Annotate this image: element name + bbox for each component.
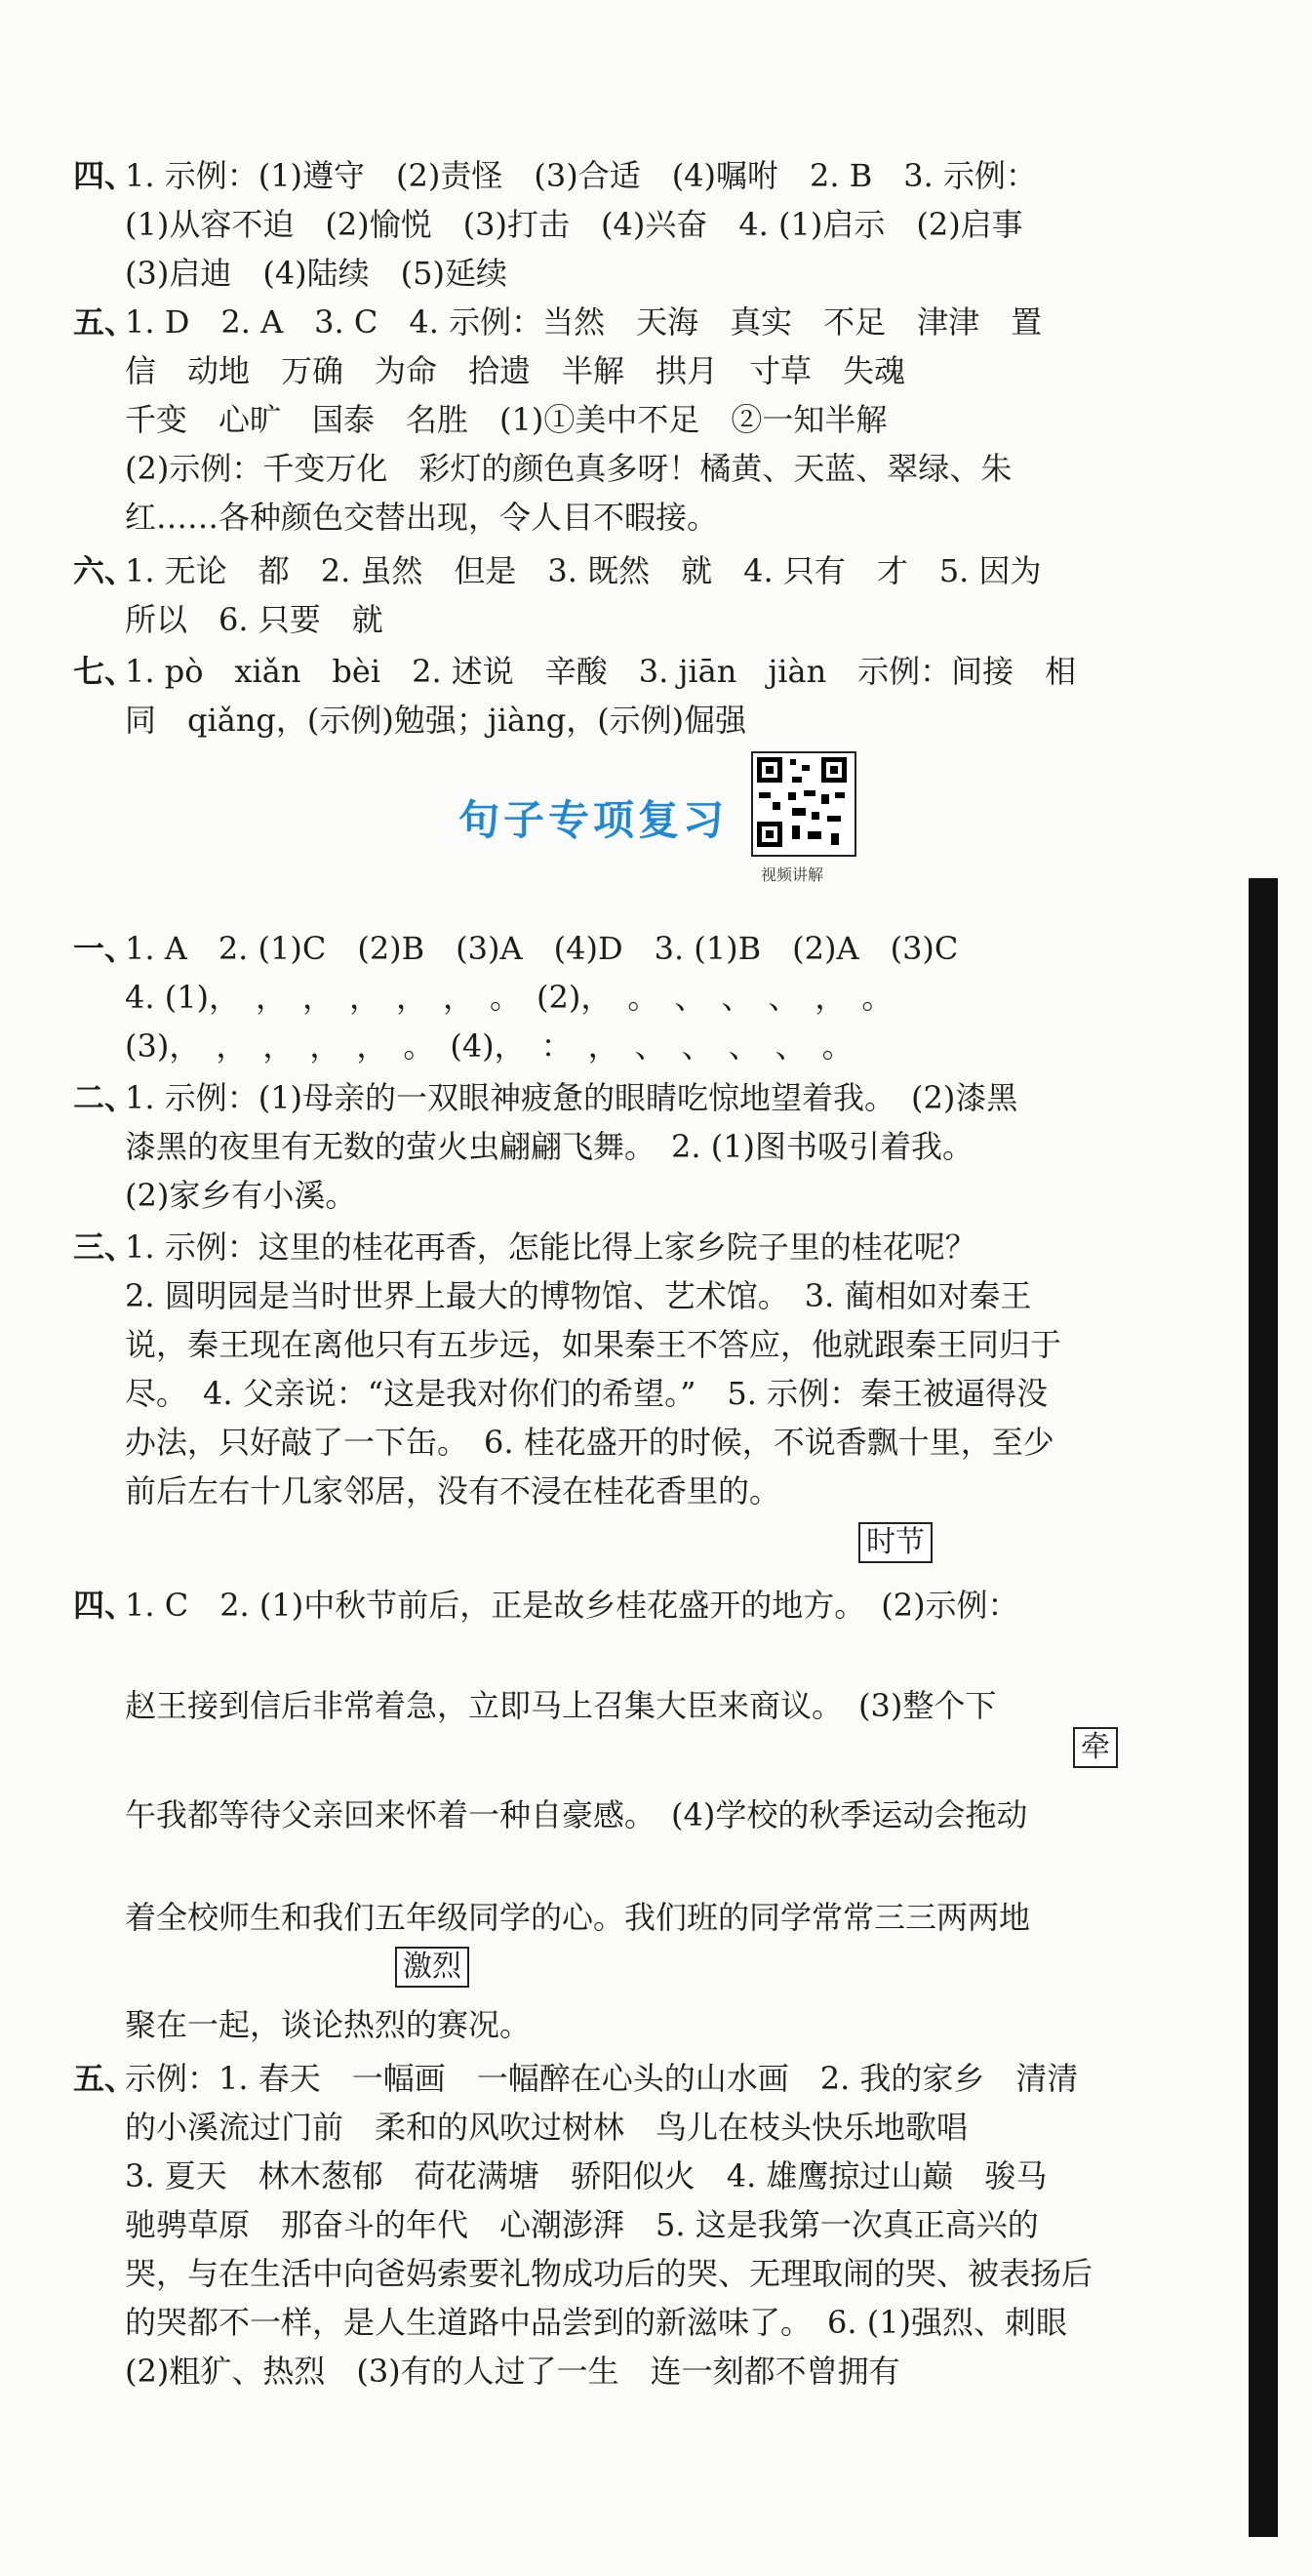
section-label: 四、 (73, 157, 137, 194)
text-line: 1. 示例：(1)母亲的一双眼神疲惫的眼睛吃惊地望着我。 (2)漆黑 (125, 1079, 1018, 1116)
text-line: (1)从容不迫 (2)愉悦 (3)打击 (4)兴奋 4. (1)启示 (2)启事 (125, 206, 1023, 243)
text-line: 1. C 2. (1)中秋节前后，正是故乡桂花盛开的地方。 (2)示例： (125, 1587, 1019, 1624)
text-line: 4. (1)， ， ， ， ， ， 。 (2)， 。 、 、 、 ， 。 (125, 979, 894, 1016)
text-line: 示例：1. 春天 一幅画 一幅醉在心头的山水画 2. 我的家乡 清清 (125, 2060, 1079, 2097)
text-line: 哭，与在生活中向爸妈索要礼物成功后的哭、无理取闹的哭、被表扬后 (125, 2255, 1093, 2292)
text-line: 1. pò xiǎn bèi 2. 述说 辛酸 3. jiān jiàn 示例：间接 相 (125, 653, 1077, 690)
annotation-correction: 时节 (858, 1522, 933, 1563)
scan-edge-divider (1249, 878, 1278, 2537)
text-line: 办法，只好敲了一下缶。 6. 桂花盛开的时候，不说香飘十里，至少 (125, 1424, 1054, 1461)
annotation-correction: 牵 (1073, 1727, 1118, 1768)
text-line: 聚在一起，谈论热烈的赛况。 (125, 2006, 532, 2043)
section-label: 二、 (73, 1079, 137, 1116)
text-line: 尽。 4. 父亲说：“这是我对你们的希望。” 5. 示例：秦王被逼得没 (125, 1375, 1049, 1412)
section-label: 五、 (73, 2060, 137, 2097)
text-line: (2)示例：千变万化 彩灯的颜色真多呀！橘黄、天蓝、翠绿、朱 (125, 450, 1013, 487)
text-line: 前后左右十几家邻居，没有不浸在桂花香里的。 (125, 1472, 781, 1509)
text-line: 赵王接到信后非常着急，立即马上召集大臣来商议。 (3)整个下 (125, 1687, 997, 1724)
page-title: 句子专项复习 (458, 796, 729, 844)
text-line: (2)家乡有小溪。 (125, 1177, 357, 1214)
text-line: 3. 夏天 林木葱郁 荷花满塘 骄阳似火 4. 雄鹰掠过山巅 骏马 (125, 2157, 1048, 2194)
text-line: 同 qiǎng，(示例)勉强；jiàng，(示例)倔强 (125, 702, 747, 739)
text-line: 的小溪流过门前 柔和的风吹过树林 鸟儿在枝头快乐地歌唱 (125, 2109, 969, 2146)
text-line: 驰骋草原 那奋斗的年代 心潮澎湃 5. 这是我第一次真正高兴的 (125, 2206, 1039, 2243)
text-line: 着全校师生和我们五年级同学的心。我们班的同学常常三三两两地 (125, 1899, 1031, 1936)
section-label: 四、 (73, 1587, 137, 1624)
text-line: 1. 无论 都 2. 虽然 但是 3. 既然 就 4. 只有 才 5. 因为 (125, 552, 1042, 589)
section-label: 五、 (73, 303, 137, 341)
section-label: 六、 (73, 552, 137, 589)
qr-caption: 视频讲解 (761, 865, 824, 884)
text-line: 红……各种颜色交替出现，令人目不暇接。 (125, 499, 719, 536)
text-line: 1. 示例：这里的桂花再香，怎能比得上家乡院子里的桂花呢？ (125, 1228, 976, 1266)
section-label: 七、 (73, 653, 137, 690)
text-line: 说，秦王现在离他只有五步远，如果秦王不答应，他就跟秦王同归于 (125, 1326, 1062, 1363)
annotation-correction: 激烈 (395, 1947, 469, 1988)
text-line: 所以 6. 只要 就 (125, 601, 383, 638)
text-line: (2)粗犷、热烈 (3)有的人过了一生 连一刻都不曾拥有 (125, 2353, 900, 2390)
text-line: 的哭都不一样，是人生道路中品尝到的新滋味了。 6. (1)强烈、刺眼 (125, 2304, 1068, 2341)
text-line: 漆黑的夜里有无数的萤火虫翩翩飞舞。 2. (1)图书吸引着我。 (125, 1128, 974, 1165)
text-line: 千变 心旷 国泰 名胜 (1)①美中不足 ②一知半解 (125, 401, 888, 438)
text-line: 2. 圆明园是当时世界上最大的博物馆、艺术馆。 3. 蔺相如对秦王 (125, 1277, 1032, 1314)
qr-code-icon[interactable] (751, 751, 856, 857)
text-line: (3)启迪 (4)陆续 (5)延续 (125, 255, 507, 292)
section-label: 一、 (73, 930, 137, 967)
text-line: 信 动地 万确 为命 拾遗 半解 拱月 寸草 失魂 (125, 352, 906, 389)
text-line: 1. 示例：(1)遵守 (2)责怪 (3)合适 (4)嘱咐 2. B 3. 示例： (125, 157, 1037, 194)
text-line: 1. D 2. A 3. C 4. 示例：当然 天海 真实 不足 津津 置 (125, 303, 1043, 341)
text-line: (3)， ， ， ， ， 。 (4)， ： ， 、 、 、 、 。 (125, 1027, 854, 1065)
text-line: 1. A 2. (1)C (2)B (3)A (4)D 3. (1)B (2)A (3)C (125, 930, 959, 967)
section-label: 三、 (73, 1228, 137, 1266)
text-line: 午我都等待父亲回来怀着一种自豪感。 (4)学校的秋季运动会拖动 (125, 1796, 1028, 1833)
